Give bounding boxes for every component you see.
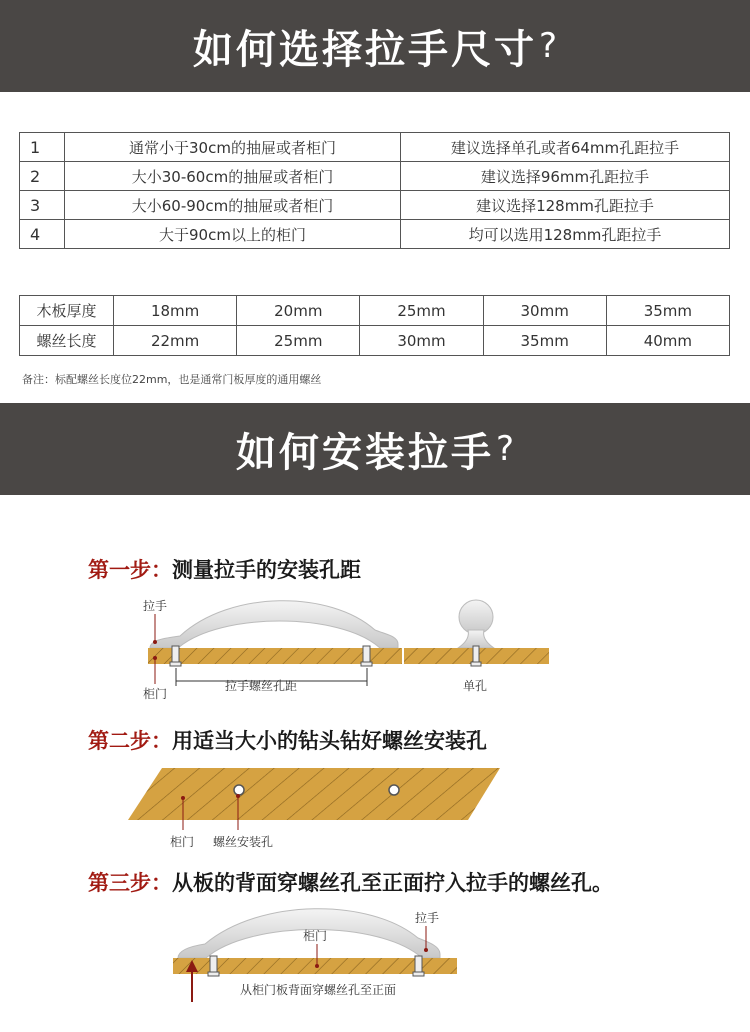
install-title: 如何安装拉手	[235, 429, 494, 476]
table-row	[20, 220, 730, 249]
step-3-label: 第三步：	[88, 871, 172, 895]
row-number: 3	[20, 191, 65, 220]
step-1-heading	[88, 554, 361, 584]
screw-length-cell: 35mm	[483, 326, 606, 356]
screw-hole-label: 螺丝安装孔	[213, 835, 274, 849]
door-label: 柜门	[143, 687, 168, 701]
row-advice: 建议选择96mm孔距拉手	[401, 162, 730, 191]
step-3-heading	[88, 867, 613, 897]
board-thickness-row	[20, 296, 730, 326]
choose-size-title: 如何选择拉手尺寸	[192, 26, 537, 73]
table-row	[20, 162, 730, 191]
hole-distance-label: 拉手螺丝孔距	[225, 679, 298, 693]
board-thickness-cell: 30mm	[483, 296, 606, 326]
board-thickness-cell: 18mm	[114, 296, 237, 326]
row-number: 4	[20, 220, 65, 249]
question-mark: ?	[495, 429, 515, 469]
row-number: 1	[20, 133, 65, 162]
step-3-text: 从板的背面穿螺丝孔至正面拧入拉手的螺丝孔。	[172, 871, 613, 895]
step-1-label: 第一步：	[88, 558, 172, 582]
handle-label: 拉手	[143, 599, 168, 613]
row-condition: 大小60-90cm的抽屉或者柜门	[65, 191, 401, 220]
step-2-heading	[88, 725, 487, 755]
door-label: 柜门	[170, 835, 195, 849]
step-2-label: 第二步：	[88, 729, 172, 753]
footnote: 备注：标配螺丝长度位22mm，也是通常门板厚度的通用螺丝	[22, 373, 322, 386]
install-caption: 从柜门板背面穿螺丝孔至正面	[240, 983, 397, 997]
handle-label: 拉手	[415, 911, 440, 925]
row-condition: 大小30-60cm的抽屉或者柜门	[65, 162, 401, 191]
board-thickness-cell: 35mm	[606, 296, 729, 326]
choose-size-banner	[0, 0, 750, 92]
table-row	[20, 133, 730, 162]
install-diagram	[0, 898, 750, 1028]
step-1-text: 测量拉手的安装孔距	[172, 558, 361, 582]
screw-length-table	[19, 295, 730, 356]
drill-diagram	[0, 768, 750, 868]
screw-length-row	[20, 326, 730, 356]
row-advice: 均可以选用128mm孔距拉手	[401, 220, 730, 249]
question-mark: ?	[538, 26, 558, 66]
screw-length-cell: 25mm	[237, 326, 360, 356]
table-row	[20, 191, 730, 220]
screw-length-cell: 40mm	[606, 326, 729, 356]
row-number: 2	[20, 162, 65, 191]
measure-diagram	[0, 590, 750, 710]
size-guide-table	[19, 132, 730, 249]
board-thickness-cell: 20mm	[237, 296, 360, 326]
step-2-text: 用适当大小的钻头钻好螺丝安装孔	[172, 729, 487, 753]
install-banner	[0, 403, 750, 495]
row-condition: 通常小于30cm的抽屉或者柜门	[65, 133, 401, 162]
row-condition: 大于90cm以上的柜门	[65, 220, 401, 249]
row-advice: 建议选择单孔或者64mm孔距拉手	[401, 133, 730, 162]
screw-right	[363, 646, 370, 662]
row-advice: 建议选择128mm孔距拉手	[401, 191, 730, 220]
board-thickness-header: 木板厚度	[20, 296, 114, 326]
knob-head	[459, 600, 493, 634]
door-label: 柜门	[303, 929, 328, 943]
single-hole-label: 单孔	[463, 679, 488, 693]
handle-shape	[150, 601, 398, 648]
screw-length-cell: 30mm	[360, 326, 483, 356]
screw-left	[172, 646, 179, 662]
screw-length-header: 螺丝长度	[20, 326, 114, 356]
board-thickness-cell: 25mm	[360, 296, 483, 326]
screw-hole-left	[234, 785, 244, 795]
screw-hole-right	[389, 785, 399, 795]
wood-panel	[128, 768, 500, 820]
screw-length-cell: 22mm	[114, 326, 237, 356]
